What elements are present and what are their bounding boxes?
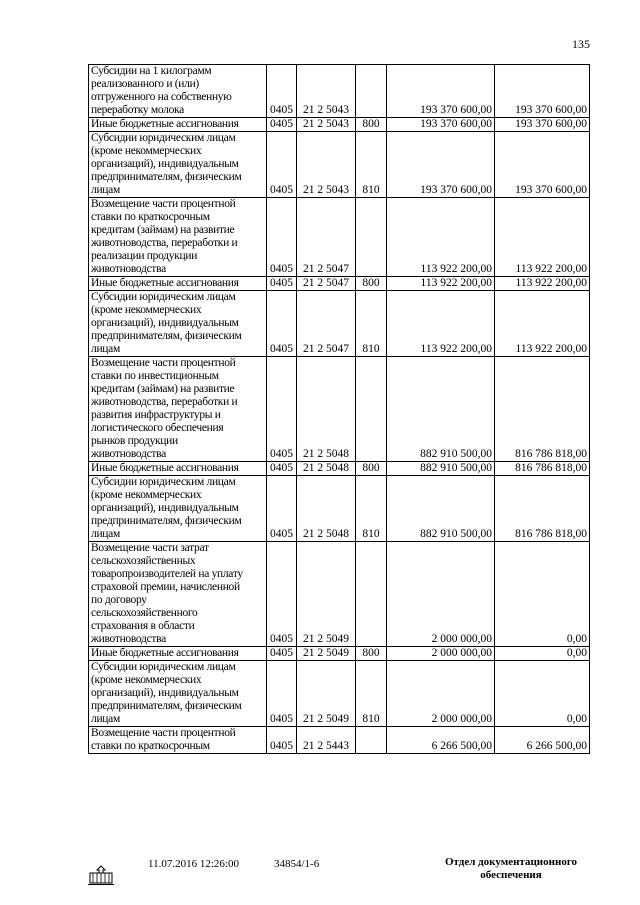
row-section: 0405 xyxy=(267,542,297,647)
row-expense-type xyxy=(356,542,387,647)
description-line: отгруженного на собственную xyxy=(91,91,232,103)
description-line: животноводства, переработки и xyxy=(91,237,238,249)
description-line: Возмещение части затрат xyxy=(91,542,209,554)
table-row xyxy=(89,357,590,462)
row-section: 0405 xyxy=(267,476,297,542)
description-line: животноводства xyxy=(91,633,166,645)
description-line: животноводства xyxy=(91,263,166,275)
row-expense-type: 810 xyxy=(356,661,387,727)
row-expense-type: 810 xyxy=(356,476,387,542)
row-description xyxy=(89,661,267,727)
row-description xyxy=(89,542,267,647)
row-expense-type: 800 xyxy=(356,277,387,291)
description-line: сельскохозяйственного xyxy=(91,607,198,619)
row-amount-planned: 193 370 600,00 xyxy=(387,65,495,118)
description-line: Иные бюджетные ассигнования xyxy=(91,277,239,289)
description-line: кредитам (займам) на развитие xyxy=(91,383,235,395)
description-line: Субсидии юридическим лицам xyxy=(91,476,236,488)
row-amount-planned: 882 910 500,00 xyxy=(387,476,495,542)
row-description xyxy=(89,277,267,291)
row-target-code: 21 2 5047 xyxy=(297,198,356,277)
row-target-code: 21 2 5048 xyxy=(297,476,356,542)
table-row xyxy=(89,476,590,542)
row-expense-type xyxy=(356,65,387,118)
description-line: рынков продукции xyxy=(91,435,178,447)
row-target-code: 21 2 5443 xyxy=(297,727,356,754)
row-amount-executed: 113 922 200,00 xyxy=(495,277,590,291)
row-amount-executed: 816 786 818,00 xyxy=(495,476,590,542)
table-row xyxy=(89,132,590,198)
description-line: организаций), индивидуальным xyxy=(91,502,239,514)
description-line: лицам xyxy=(91,528,120,540)
row-expense-type: 810 xyxy=(356,132,387,198)
description-line: развития инфраструктуры и xyxy=(91,409,221,421)
page-footer xyxy=(0,854,640,894)
description-line: предпринимателям, физическим xyxy=(91,700,242,712)
row-amount-executed: 0,00 xyxy=(495,647,590,661)
row-description xyxy=(89,727,267,754)
description-line: ставки по инвестиционным xyxy=(91,370,219,382)
budget-table-body xyxy=(89,65,590,754)
row-amount-planned: 113 922 200,00 xyxy=(387,198,495,277)
description-line: животноводства xyxy=(91,448,166,460)
page-number: 135 xyxy=(572,37,590,51)
description-line: (кроме некоммерческих xyxy=(91,674,202,686)
table-row xyxy=(89,661,590,727)
footer-datetime: 11.07.2016 12:26:00 xyxy=(148,858,239,870)
row-amount-executed: 0,00 xyxy=(495,542,590,647)
row-expense-type: 800 xyxy=(356,462,387,476)
table-row xyxy=(89,647,590,661)
table-row xyxy=(89,462,590,476)
table-row xyxy=(89,198,590,277)
description-line: реализованного и (или) xyxy=(91,78,199,90)
row-amount-executed: 816 786 818,00 xyxy=(495,357,590,462)
row-section: 0405 xyxy=(267,462,297,476)
row-target-code: 21 2 5043 xyxy=(297,118,356,132)
description-line: (кроме некоммерческих xyxy=(91,145,202,157)
row-target-code: 21 2 5049 xyxy=(297,661,356,727)
description-line: кредитам (займам) на развитие xyxy=(91,224,235,236)
table-row xyxy=(89,118,590,132)
row-description xyxy=(89,198,267,277)
row-description xyxy=(89,476,267,542)
row-amount-executed: 193 370 600,00 xyxy=(495,118,590,132)
row-amount-planned: 113 922 200,00 xyxy=(387,277,495,291)
description-line: Иные бюджетные ассигнования xyxy=(91,462,239,474)
footer-department-line2: обеспечения xyxy=(480,869,542,881)
row-target-code: 21 2 5048 xyxy=(297,357,356,462)
row-expense-type: 800 xyxy=(356,118,387,132)
row-expense-type xyxy=(356,727,387,754)
description-line: лицам xyxy=(91,184,120,196)
description-line: предпринимателям, физическим xyxy=(91,171,242,183)
row-target-code: 21 2 5043 xyxy=(297,132,356,198)
row-amount-planned: 193 370 600,00 xyxy=(387,118,495,132)
row-description xyxy=(89,118,267,132)
description-line: лицам xyxy=(91,343,120,355)
row-section: 0405 xyxy=(267,727,297,754)
row-amount-executed: 816 786 818,00 xyxy=(495,462,590,476)
row-amount-executed: 6 266 500,00 xyxy=(495,727,590,754)
description-line: предпринимателям, физическим xyxy=(91,515,242,527)
footer-department xyxy=(432,856,590,882)
row-amount-planned: 113 922 200,00 xyxy=(387,291,495,357)
row-amount-planned: 882 910 500,00 xyxy=(387,462,495,476)
row-amount-executed: 193 370 600,00 xyxy=(495,132,590,198)
row-amount-executed: 193 370 600,00 xyxy=(495,65,590,118)
description-line: ставки по краткосрочным xyxy=(91,740,210,752)
description-line: страхования в области xyxy=(91,620,195,632)
row-target-code: 21 2 5048 xyxy=(297,462,356,476)
row-section: 0405 xyxy=(267,291,297,357)
row-target-code: 21 2 5049 xyxy=(297,542,356,647)
description-line: предпринимателям, физическим xyxy=(91,330,242,342)
description-line: сельскохозяйственных xyxy=(91,555,196,567)
row-amount-executed: 0,00 xyxy=(495,661,590,727)
row-target-code: 21 2 5047 xyxy=(297,291,356,357)
row-amount-executed: 113 922 200,00 xyxy=(495,198,590,277)
row-section: 0405 xyxy=(267,277,297,291)
description-line: Субсидии юридическим лицам xyxy=(91,291,236,303)
description-line: товаропроизводителей на уплату xyxy=(91,568,243,580)
description-line: организаций), индивидуальным xyxy=(91,687,239,699)
description-line: Субсидии юридическим лицам xyxy=(91,661,236,673)
description-line: по договору xyxy=(91,594,147,606)
row-target-code: 21 2 5047 xyxy=(297,277,356,291)
description-line: переработку молока xyxy=(91,104,184,116)
description-line: Субсидии на 1 килограмм xyxy=(91,65,212,77)
table-row xyxy=(89,277,590,291)
description-line: Субсидии юридическим лицам xyxy=(91,132,236,144)
row-section: 0405 xyxy=(267,661,297,727)
row-amount-planned: 2 000 000,00 xyxy=(387,647,495,661)
row-amount-executed: 113 922 200,00 xyxy=(495,291,590,357)
row-description xyxy=(89,647,267,661)
row-description xyxy=(89,291,267,357)
row-section: 0405 xyxy=(267,357,297,462)
footer-doc-number: 34854/1-6 xyxy=(274,858,320,870)
row-amount-planned: 2 000 000,00 xyxy=(387,542,495,647)
table-row xyxy=(89,727,590,754)
row-expense-type: 800 xyxy=(356,647,387,661)
budget-table xyxy=(88,64,590,754)
row-target-code: 21 2 5043 xyxy=(297,65,356,118)
row-description xyxy=(89,65,267,118)
table-row xyxy=(89,291,590,357)
description-line: животноводства, переработки и xyxy=(91,396,238,408)
row-expense-type xyxy=(356,357,387,462)
description-line: (кроме некоммерческих xyxy=(91,304,202,316)
row-amount-planned: 6 266 500,00 xyxy=(387,727,495,754)
row-description xyxy=(89,462,267,476)
description-line: (кроме некоммерческих xyxy=(91,489,202,501)
description-line: Иные бюджетные ассигнования xyxy=(91,118,239,130)
description-line: Возмещение части процентной xyxy=(91,198,236,210)
row-amount-planned: 882 910 500,00 xyxy=(387,357,495,462)
coat-of-arms-icon xyxy=(86,864,116,886)
row-expense-type: 810 xyxy=(356,291,387,357)
description-line: лицам xyxy=(91,713,120,725)
row-section: 0405 xyxy=(267,65,297,118)
description-line: организаций), индивидуальным xyxy=(91,317,239,329)
table-row xyxy=(89,65,590,118)
description-line: логистического обеспечения xyxy=(91,422,224,434)
description-line: Иные бюджетные ассигнования xyxy=(91,647,239,659)
row-section: 0405 xyxy=(267,132,297,198)
table-row xyxy=(89,542,590,647)
row-target-code: 21 2 5049 xyxy=(297,647,356,661)
row-expense-type xyxy=(356,198,387,277)
description-line: Возмещение части процентной xyxy=(91,357,236,369)
row-section: 0405 xyxy=(267,647,297,661)
row-section: 0405 xyxy=(267,198,297,277)
row-description xyxy=(89,132,267,198)
description-line: Возмещение части процентной xyxy=(91,727,236,739)
description-line: страховой премии, начисленной xyxy=(91,581,240,593)
description-line: ставки по краткосрочным xyxy=(91,211,210,223)
footer-department-line1: Отдел документационного xyxy=(444,856,578,868)
row-amount-planned: 2 000 000,00 xyxy=(387,661,495,727)
row-amount-planned: 193 370 600,00 xyxy=(387,132,495,198)
row-description xyxy=(89,357,267,462)
description-line: организаций), индивидуальным xyxy=(91,158,239,170)
description-line: реализации продукции xyxy=(91,250,198,262)
row-section: 0405 xyxy=(267,118,297,132)
